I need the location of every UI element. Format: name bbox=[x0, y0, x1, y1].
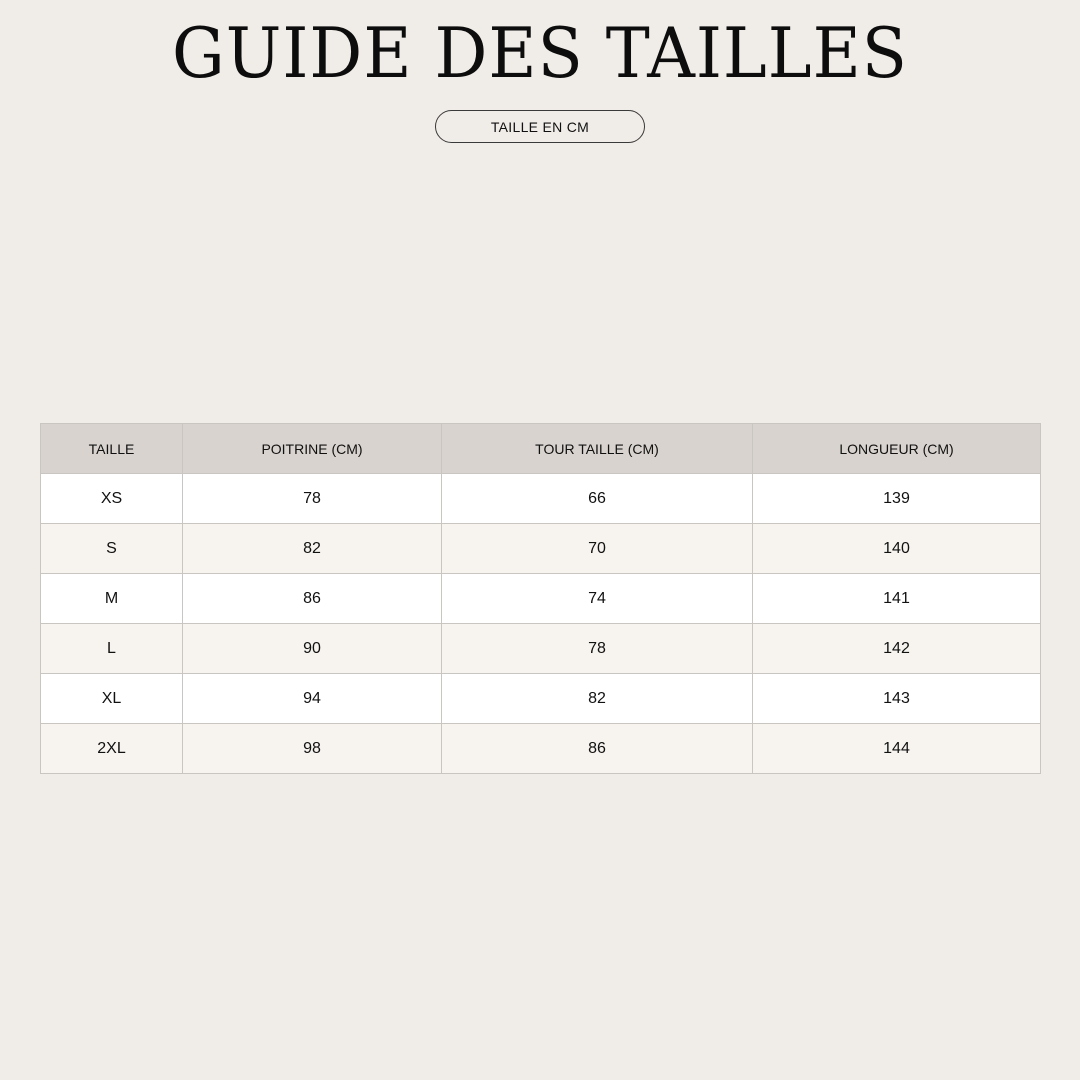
column-header-length: LONGUEUR (CM) bbox=[753, 424, 1041, 474]
cell-length: 144 bbox=[753, 724, 1041, 774]
cell-size: 2XL bbox=[41, 724, 183, 774]
cell-length: 140 bbox=[753, 524, 1041, 574]
cell-chest: 86 bbox=[183, 574, 442, 624]
table-header-row bbox=[41, 424, 1041, 474]
cell-waist: 66 bbox=[442, 474, 753, 524]
cell-size: M bbox=[41, 574, 183, 624]
cell-length: 142 bbox=[753, 624, 1041, 674]
table-row bbox=[41, 674, 1041, 724]
cell-length: 143 bbox=[753, 674, 1041, 724]
cell-waist: 74 bbox=[442, 574, 753, 624]
unit-badge-label: TAILLE EN CM bbox=[490, 118, 590, 135]
size-table bbox=[40, 423, 1041, 774]
cell-size: XL bbox=[41, 674, 183, 724]
page-title: GUIDE DES TAILLES bbox=[172, 13, 908, 94]
cell-chest: 94 bbox=[183, 674, 442, 724]
cell-size: L bbox=[41, 624, 183, 674]
unit-badge bbox=[435, 110, 645, 143]
table-row bbox=[41, 624, 1041, 674]
cell-waist: 82 bbox=[442, 674, 753, 724]
column-header-waist: TOUR TAILLE (CM) bbox=[442, 424, 753, 474]
cell-chest: 98 bbox=[183, 724, 442, 774]
cell-chest: 90 bbox=[183, 624, 442, 674]
cell-waist: 70 bbox=[442, 524, 753, 574]
cell-size: XS bbox=[41, 474, 183, 524]
cell-chest: 82 bbox=[183, 524, 442, 574]
column-header-size: TAILLE bbox=[41, 424, 183, 474]
table-row bbox=[41, 524, 1041, 574]
cell-length: 141 bbox=[753, 574, 1041, 624]
cell-waist: 78 bbox=[442, 624, 753, 674]
table-row bbox=[41, 574, 1041, 624]
column-header-chest: POITRINE (CM) bbox=[183, 424, 442, 474]
table-row bbox=[41, 724, 1041, 774]
cell-chest: 78 bbox=[183, 474, 442, 524]
table-row bbox=[41, 474, 1041, 524]
cell-length: 139 bbox=[753, 474, 1041, 524]
cell-waist: 86 bbox=[442, 724, 753, 774]
cell-size: S bbox=[41, 524, 183, 574]
